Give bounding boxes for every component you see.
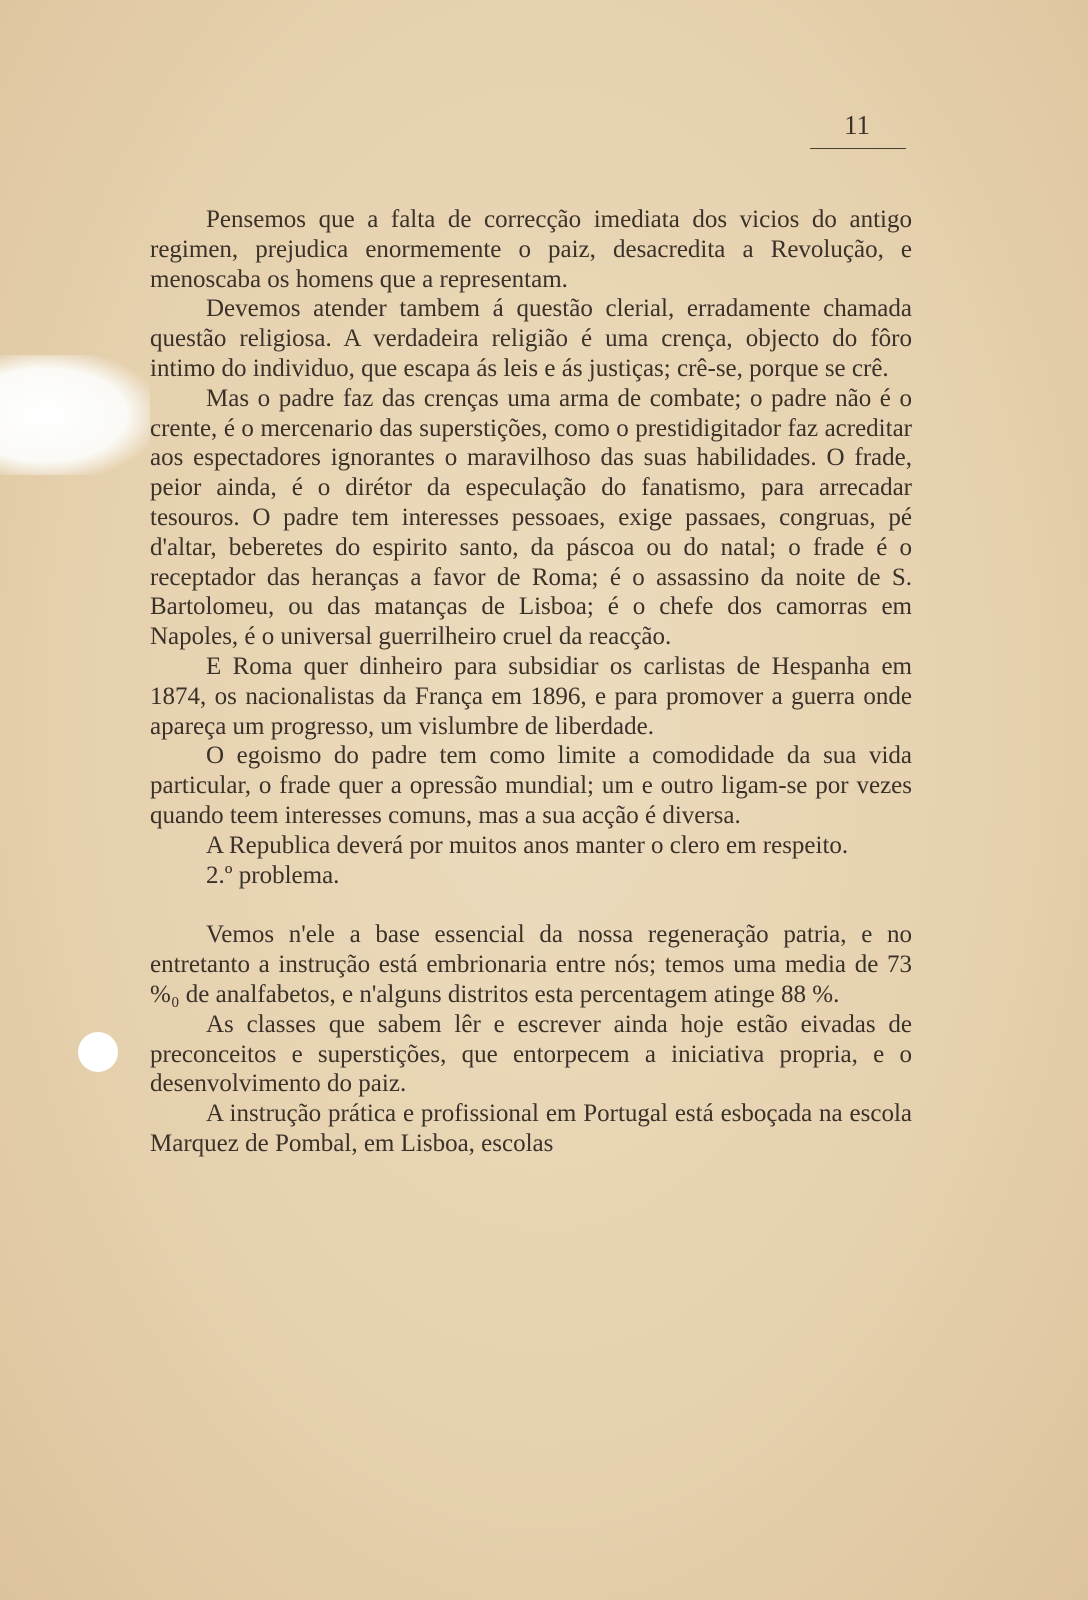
page-number: 11	[844, 110, 870, 140]
paragraph: A instrução prática e profissional em Portugal está esboçada na escola Marquez de Pombal, em Lisboa, escolas	[150, 1100, 912, 1157]
paper-hole	[78, 1032, 118, 1072]
section-heading: 2.º problema.	[206, 861, 340, 889]
paragraph: Vemos n'ele a base essencial da nossa regeneração patria, e no entretanto a instrução está embrionaria entre nós; temos uma media de 73 %₀ de analfabetos, e n'alguns distritos esta percentagem atinge 88 %.	[150, 921, 912, 1008]
paragraph: Mas o padre faz das crenças uma arma de combate; o padre não é o crente, é o mercenario das superstições, como o prestidigitador faz acreditar aos espectadores ignorantes o maravilhoso das suas habilidades. O frade, peior ainda, é o dirétor da especulação do fanatismo, para arrecadar tesouros. O padre tem interesses pessoaes, exige passaes, congruas, pé d'altar, beberetes do espirito santo, da páscoa ou do natal; o frade é o receptador das heranças a favor de Roma; é o assassino da noite de S. Bartolomeu, ou das matanças de Lisboa; é o chefe dos camorras em Napoles, é o universal guerrilheiro cruel da reacção.	[150, 384, 912, 651]
page-number-rule	[810, 148, 906, 149]
paragraph: A Republica deverá por muitos anos manter o clero em respeito.	[206, 831, 849, 859]
paragraph: Pensemos que a falta de correcção imediata dos vicios do antigo regimen, prejudica enormemente o paiz, desacredita a Revolução, e menoscaba os homens que a representam.	[150, 206, 912, 293]
paragraph: Devemos atender tambem á questão clerial, erradamente chamada questão religiosa. A verdadeira religião é uma crença, objecto do fôro intimo do individuo, que escapa ás leis e ás justiças; crê-se, porque se crê.	[150, 295, 912, 382]
body-text	[150, 205, 912, 1159]
paper-stain	[0, 355, 150, 475]
paragraph: E Roma quer dinheiro para subsidiar os carlistas de Hespanha em 1874, os nacionalistas da França em 1896, e para promover a guerra onde apareça um progresso, um vislumbre de liberdade.	[150, 652, 912, 740]
paragraph: As classes que sabem lêr e escrever ainda hoje estão eivadas de preconceitos e superstições, que entorpecem a iniciativa propria, e o desenvolvimento do paiz.	[150, 1010, 912, 1098]
paragraph: O egoismo do padre tem como limite a comodidade da sua vida particular, o frade quer a opressão mundial; um e outro ligam-se por vezes quando teem interesses comuns, mas a sua acção é diversa.	[150, 742, 912, 829]
